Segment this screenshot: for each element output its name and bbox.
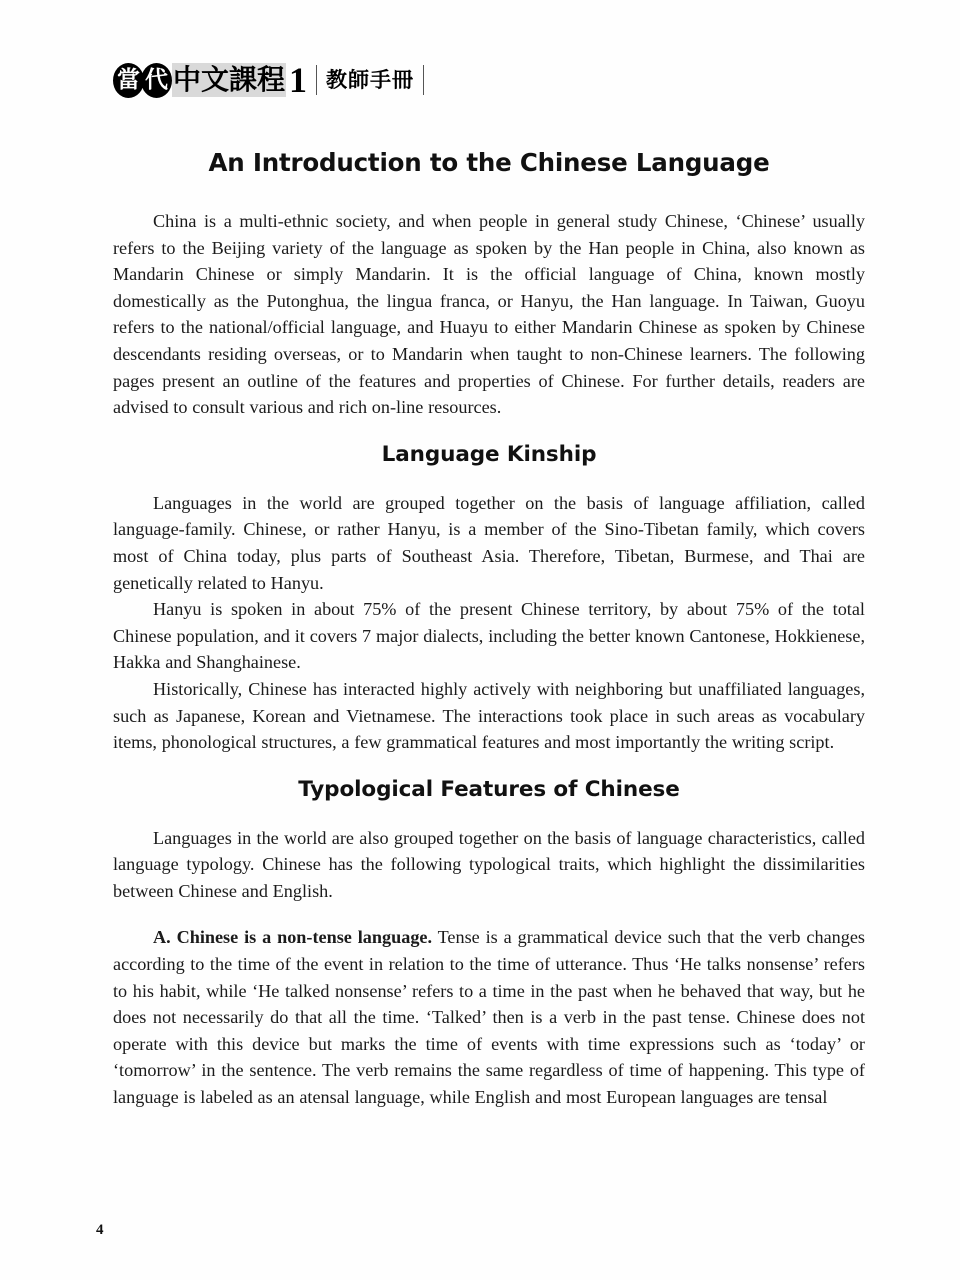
spacer-before-kinship-heading bbox=[113, 421, 865, 441]
logo-circle-char-2: 代 bbox=[141, 63, 172, 98]
spacer-before-typology-heading bbox=[113, 756, 865, 776]
kinship-paragraph-3: Historically, Chinese has interacted highly actively with neighboring but unaffiliated languages, such as Japanese, Korean and Vietnamese. The interactions took place in such areas as vocabulary items, phonological structures, a few grammatical features and most importantly the writing script. bbox=[113, 678, 865, 753]
intro-paragraph: China is a multi-ethnic society, and when people in general study Chinese, ‘Chinese’ usually refers to the Beijing variety of the language as spoken by the Han people in China, also known as Mandarin Chinese or simply Mandarin. It is the official language of China, known mostly domestically as the Putonghua, the lingua franca, or Hanyu, the Han language. In Taiwan, Guoyu refers to the national/official language, and Huayu to either Mandarin Chinese as spoken by Chinese descendants residing overseas, or to Mandarin when taught to non-Chinese learners. The following pages present an outline of the features and properties of Chinese. For further details, readers are advised to consult various and rich on-line resources. bbox=[113, 211, 865, 418]
typology-item-a bbox=[113, 924, 865, 1110]
running-header bbox=[113, 58, 433, 102]
spacer-after-kinship-heading bbox=[113, 469, 865, 490]
page-title: An Introduction to the Chinese Language bbox=[208, 148, 770, 177]
logo-title-chinese: 中文課程 bbox=[173, 63, 286, 96]
typology-item-a-lead: A. Chinese is a non-tense language. bbox=[153, 927, 433, 948]
typology-paragraph-1: Languages in the world are also grouped together on the basis of language characteristics, called language typology. Chinese has the following typological traits, which highlight the dissimilarities between Chinese and English. bbox=[113, 827, 865, 901]
spacer-after-typology-heading bbox=[113, 804, 865, 825]
logo-circle-char-1: 當 bbox=[113, 63, 144, 98]
logo-divider-right bbox=[423, 65, 424, 95]
logo-subtitle-teachers-manual: 教師手冊 bbox=[326, 68, 415, 92]
logo-divider-left bbox=[316, 65, 317, 95]
section-heading-typological-features: Typological Features of Chinese bbox=[298, 776, 680, 802]
section-heading-language-kinship: Language Kinship bbox=[381, 441, 597, 467]
kinship-paragraph-1: Languages in the world are grouped together on the basis of language affiliation, called language-family. Chinese, or rather Hanyu, is a member of the Sino-Tibetan family, which covers most of China today, plus parts of Southeast Asia. Therefore, Tibetan, Burmese, and Thai are genetically related to Hanyu. bbox=[113, 492, 865, 593]
content-column bbox=[113, 140, 865, 1111]
kinship-paragraph-2: Hanyu is spoken in about 75% of the present Chinese territory, by about 75% of the total Chinese population, and it covers 7 major dialects, including the better known Cantonese, Hokkienese, Hakka and Shanghainese. bbox=[113, 599, 865, 673]
logo-circle-group bbox=[113, 63, 169, 98]
spacer-after-title bbox=[113, 178, 865, 208]
spacer-before-item-a bbox=[113, 904, 865, 924]
logo-volume-number: 1 bbox=[289, 60, 308, 100]
page-number: 4 bbox=[96, 1222, 104, 1238]
typology-item-a-text: Tense is a grammatical device such that the verb changes according to the time of the event in relation to the time of utterance. Thus ‘He talks nonsense’ refers to his habit, while ‘He talked nonsense’ refers to a time in the past when he behaved that way, but he does not necessarily do that all the time. ‘Talked’ then is a verb in the past tense. Chinese does not operate with this device but marks the time of events with time expressions such as ‘today’ or ‘tomorrow’ in the sentence. The verb remains the same regardless of time of happening. This type of language is labeled as an atensal language, while English and most European languages are tensal bbox=[113, 927, 865, 1108]
